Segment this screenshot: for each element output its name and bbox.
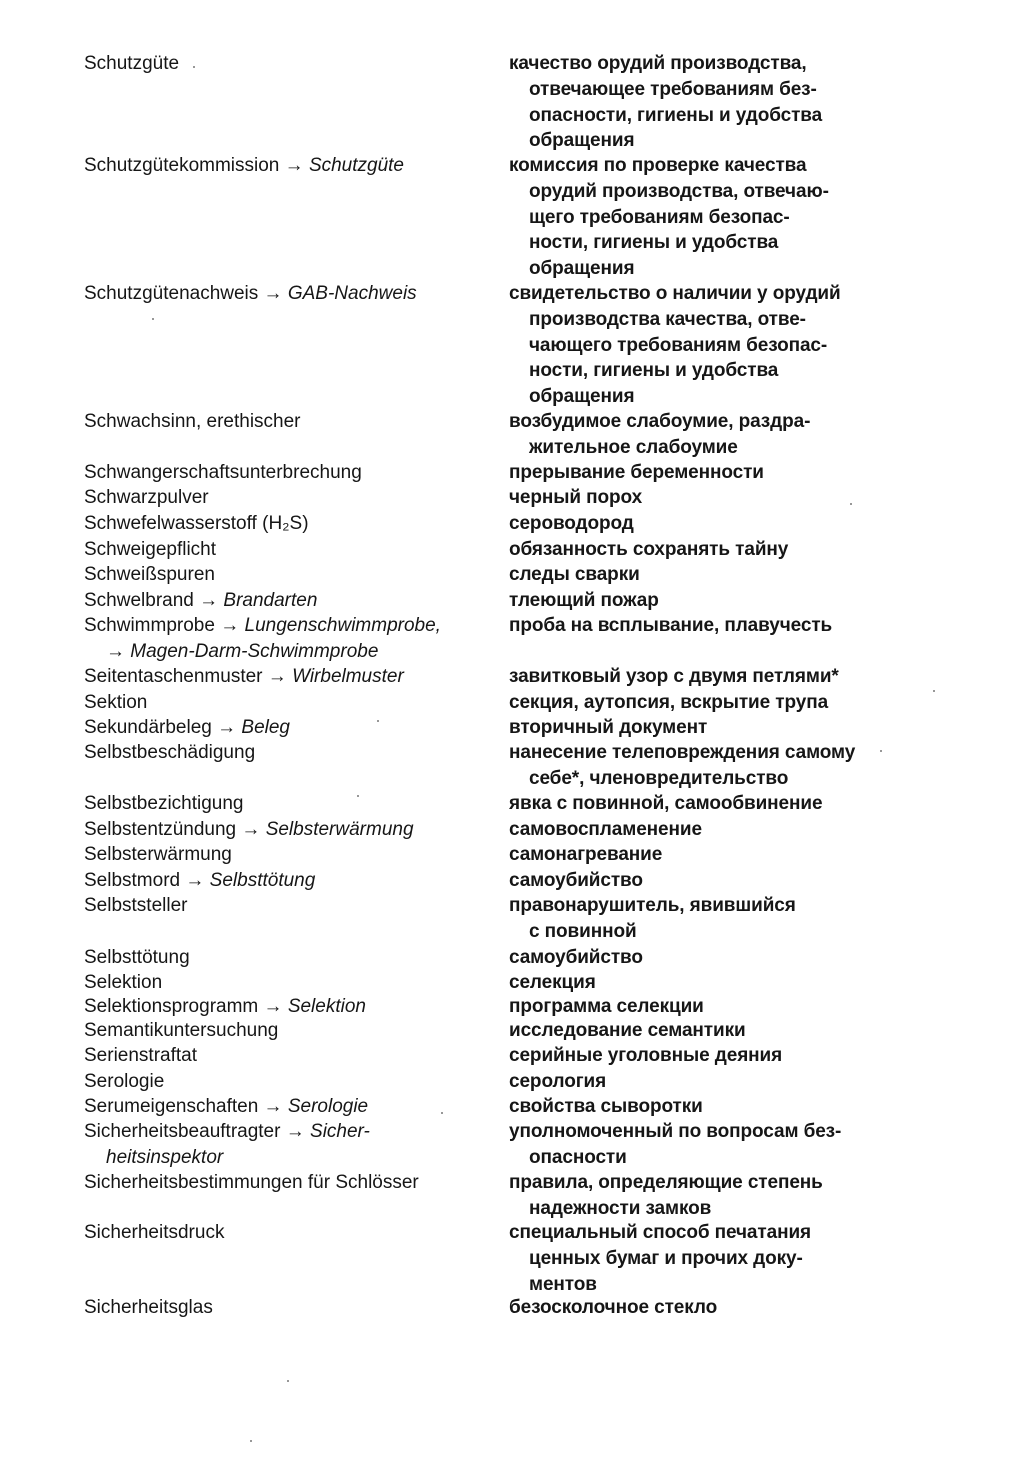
russian-translation — [509, 893, 999, 945]
russian-translation — [509, 817, 999, 843]
russian-translation — [509, 664, 999, 690]
russian-translation — [509, 1043, 999, 1069]
translation-line: прерывание беременности — [509, 462, 764, 483]
term-text: Schutzgüte — [84, 53, 180, 74]
translation-line: с повинной — [529, 920, 637, 942]
translation-line: свойства сыворотки — [509, 1096, 703, 1117]
german-term — [84, 485, 494, 511]
cross-reference: Schutzgüte — [308, 155, 405, 176]
cross-reference: Sicher- — [310, 1121, 370, 1142]
translation-line: комиссия по проверке качества — [509, 155, 807, 176]
see-arrow-icon: → — [258, 1096, 288, 1117]
russian-translation — [509, 281, 999, 410]
translation-line: возбудимое слабоумие, раздра- — [509, 411, 811, 432]
translation-line: ценных бумаг и прочих доку- — [529, 1247, 803, 1269]
term-text: Schwachsinn, erethischer — [84, 411, 301, 432]
term-text: Sektion — [84, 692, 148, 713]
russian-translation — [509, 1018, 999, 1044]
german-term — [84, 994, 494, 1020]
cross-reference: heitsinspektor — [106, 1146, 224, 1168]
term-text: Schutzgütenachweis — [84, 283, 259, 304]
see-arrow-icon: → — [258, 996, 288, 1017]
term-text: Selbsterwärmung — [84, 844, 232, 865]
translation-line: уполномоченный по вопросам без- — [509, 1121, 842, 1142]
term-text: Selbstmord — [84, 870, 181, 891]
translation-line: ности, гигиены и удобства — [529, 360, 779, 382]
translation-line: обращения — [529, 130, 635, 152]
term-text: Selektion — [84, 972, 163, 993]
translation-line: специальный способ печатания — [509, 1222, 812, 1243]
translation-line: проба на всплывание, плавучесть — [509, 615, 833, 636]
term-text: Selbststeller — [84, 895, 188, 916]
german-term — [84, 817, 494, 843]
see-arrow-icon: → — [236, 819, 266, 840]
term-text: Selbstbezichtigung — [84, 793, 244, 814]
german-term — [84, 460, 494, 486]
russian-translation — [509, 945, 999, 971]
translation-line: следы сварки — [509, 564, 640, 585]
translation-line: щего требованиям безопас- — [529, 206, 790, 228]
term-text: Schwelbrand — [84, 590, 194, 611]
russian-translation — [509, 1170, 999, 1222]
translation-line: свидетельство о наличии у орудий — [509, 283, 841, 304]
translation-line: секция, аутопсия, вскрытие трупа — [509, 692, 829, 713]
german-term — [84, 1220, 494, 1246]
russian-translation — [509, 842, 999, 868]
translation-line: опасности — [529, 1146, 627, 1168]
german-term — [84, 1094, 494, 1120]
translation-line: самовоспламенение — [509, 819, 702, 840]
cross-reference: Selbsttötung — [209, 870, 316, 891]
german-term — [84, 1018, 494, 1044]
term-text: Sicherheitsdruck — [84, 1222, 225, 1243]
translation-line: отвечающее требованиям без- — [529, 78, 817, 100]
german-term — [84, 409, 494, 435]
russian-translation — [509, 868, 999, 894]
cross-reference: Brandarten — [223, 590, 318, 611]
translation-line: орудий производства, отвечаю- — [529, 180, 829, 202]
translation-line: исследование семантики — [509, 1020, 746, 1041]
german-term — [84, 1295, 494, 1321]
german-term — [84, 562, 494, 588]
translation-line: самонагревание — [509, 844, 663, 865]
translation-line: завитковый узор с двумя петлями* — [509, 666, 839, 687]
see-arrow-icon: → — [262, 666, 293, 687]
term-text: Serumeigenschaften — [84, 1096, 259, 1117]
russian-translation — [509, 1295, 999, 1321]
translation-line: обязанность сохранять тайну — [509, 539, 789, 560]
german-term — [84, 613, 494, 664]
scan-speck — [152, 318, 154, 320]
scan-speck — [850, 503, 852, 505]
russian-translation — [509, 970, 999, 996]
scan-speck — [933, 690, 935, 692]
russian-translation — [509, 460, 999, 486]
russian-translation — [509, 409, 999, 461]
translation-line: программа селекции — [509, 996, 704, 1017]
scan-speck — [880, 750, 882, 752]
russian-translation — [509, 715, 999, 741]
translation-line: сероводород — [509, 513, 634, 534]
term-text: Sicherheitsbeauftragter — [84, 1121, 281, 1142]
russian-translation — [509, 690, 999, 716]
see-arrow-icon: → — [258, 283, 288, 304]
cross-reference: Wirbelmuster — [292, 666, 404, 687]
translation-line: обращения — [529, 386, 635, 408]
german-term — [84, 1119, 494, 1170]
german-term — [84, 970, 494, 996]
german-term — [84, 791, 494, 817]
term-text: Schweigepflicht — [84, 539, 217, 560]
see-arrow-icon: → — [180, 870, 210, 891]
scan-speck — [250, 1440, 252, 1442]
term-text: Schwefelwasserstoff (H₂S) — [84, 513, 309, 534]
german-term — [84, 715, 494, 741]
german-term — [84, 690, 494, 716]
term-text: Schweißspuren — [84, 564, 215, 585]
scan-speck — [287, 1380, 289, 1382]
scan-speck — [441, 1112, 443, 1114]
russian-translation — [509, 613, 999, 639]
translation-line: ментов — [529, 1273, 597, 1295]
cross-reference: Beleg — [241, 717, 290, 738]
cross-reference: Selbsterwärmung — [265, 819, 414, 840]
term-text: Serienstraftat — [84, 1045, 197, 1066]
german-term — [84, 1170, 494, 1196]
scan-speck — [377, 720, 379, 722]
german-term — [84, 664, 494, 690]
term-text: Sicherheitsglas — [84, 1297, 213, 1318]
russian-translation — [509, 1119, 999, 1171]
term-text: Serologie — [84, 1071, 165, 1092]
german-term — [84, 945, 494, 971]
translation-line: ности, гигиены и удобства — [529, 232, 779, 254]
translation-line: правонарушитель, явившийся — [509, 895, 796, 916]
term-text: Seitentaschenmuster — [84, 666, 263, 687]
see-arrow-icon: → — [280, 1121, 311, 1142]
translation-line: самоубийство — [509, 870, 643, 891]
translation-line: чающего требованиям безопас- — [529, 334, 828, 356]
term-text: Schwangerschaftsunterbrechung — [84, 462, 362, 483]
german-term — [84, 842, 494, 868]
translation-line: надежности замков — [529, 1197, 712, 1219]
russian-translation — [509, 1069, 999, 1095]
russian-translation — [509, 511, 999, 537]
german-term — [84, 893, 494, 919]
translation-line: жительное слабоумие — [529, 436, 738, 458]
translation-line: обращения — [529, 258, 635, 280]
german-term — [84, 588, 494, 614]
translation-line: явка с повинной, самообвинение — [509, 793, 823, 814]
german-term — [84, 740, 494, 766]
russian-translation — [509, 153, 999, 282]
translation-line: серийные уголовные деяния — [509, 1045, 783, 1066]
see-arrow-icon: → — [214, 615, 245, 636]
term-text: Selbstbeschädigung — [84, 742, 256, 763]
russian-translation — [509, 485, 999, 511]
translation-line: опасности, гигиены и удобства — [529, 104, 823, 126]
german-term — [84, 868, 494, 894]
translation-line: производства качества, отве- — [529, 308, 806, 330]
term-text: Selbsttötung — [84, 947, 190, 968]
translation-line: вторичный документ — [509, 717, 708, 738]
term-text: Schutzgütekommission — [84, 155, 280, 176]
translation-line: черный порох — [509, 487, 643, 508]
term-text: Schwimmprobe — [84, 615, 215, 636]
russian-translation — [509, 791, 999, 817]
translation-line: безосколочное стекло — [509, 1297, 718, 1318]
term-text: Sekundärbeleg — [84, 717, 212, 738]
scan-speck — [193, 66, 195, 68]
translation-line: селекция — [509, 972, 596, 993]
cross-reference: Selektion — [287, 996, 366, 1017]
see-arrow-icon: → — [193, 590, 224, 611]
see-arrow-icon: → — [211, 717, 242, 738]
russian-translation — [509, 562, 999, 588]
german-term — [84, 1043, 494, 1069]
cross-reference: Serologie — [287, 1096, 369, 1117]
german-term — [84, 1069, 494, 1095]
russian-translation — [509, 994, 999, 1020]
translation-line: себе*, членовредительство — [529, 767, 789, 789]
russian-translation — [509, 537, 999, 563]
russian-translation — [509, 1220, 999, 1297]
russian-translation — [509, 588, 999, 614]
russian-translation — [509, 740, 999, 792]
translation-line: качество орудий производства, — [509, 53, 807, 74]
term-text: Selbstentzündung — [84, 819, 237, 840]
german-term — [84, 51, 494, 77]
scan-speck — [357, 795, 359, 797]
cross-reference: Lungenschwimmprobe, — [244, 615, 441, 636]
see-arrow-icon: → — [279, 155, 309, 176]
term-text: Selektionsprogramm — [84, 996, 259, 1017]
german-term — [84, 153, 494, 179]
term-text: Semantikuntersuchung — [84, 1020, 279, 1041]
term-text: Schwarzpulver — [84, 487, 209, 508]
see-arrow-icon: → — [106, 640, 131, 662]
translation-line: правила, определяющие степень — [509, 1172, 823, 1193]
german-term — [84, 281, 494, 307]
russian-translation — [509, 51, 999, 154]
cross-reference: GAB-Nachweis — [287, 283, 417, 304]
german-term — [84, 537, 494, 563]
translation-line: тлеющий пожар — [509, 590, 659, 611]
translation-line: нанесение телеповреждения самому — [509, 742, 856, 763]
translation-line: серология — [509, 1071, 607, 1092]
translation-line: самоубийство — [509, 947, 643, 968]
cross-reference: Magen-Darm-Schwimmprobe — [130, 640, 379, 662]
german-term — [84, 511, 494, 537]
russian-translation — [509, 1094, 999, 1120]
term-text: Sicherheitsbestimmungen für Schlösser — [84, 1172, 419, 1193]
